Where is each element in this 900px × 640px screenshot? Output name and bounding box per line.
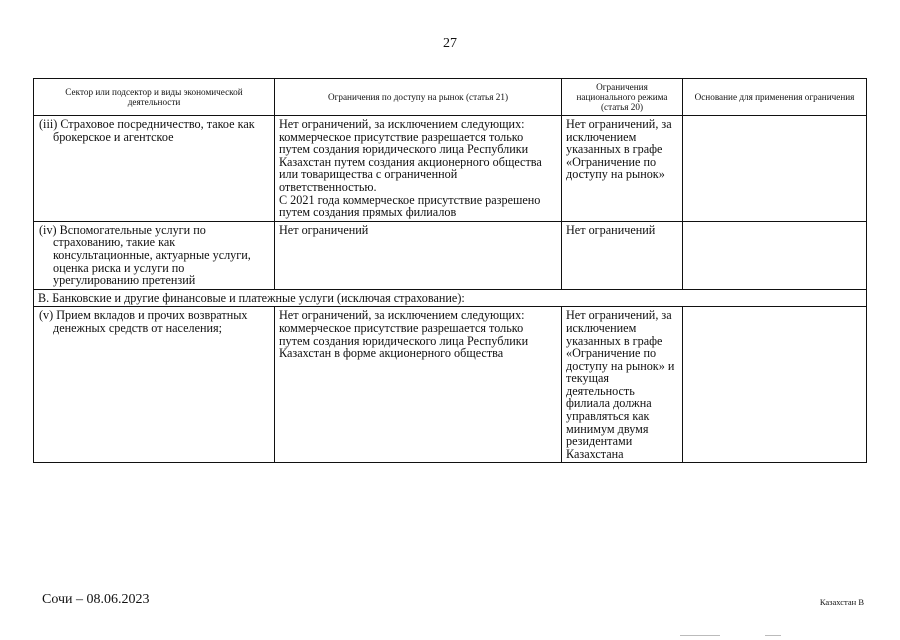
commitments-table — [33, 78, 867, 463]
section-heading-row — [34, 289, 867, 307]
section-heading: B. Банковские и другие финансовые и платежные услуги (исключая страхование): — [34, 289, 867, 307]
national-treatment-cell: Нет ограничений — [562, 221, 683, 289]
sector-text: (iv) Вспомогательные услуги по страхованию, такие как консультационные, актуарные услуги, оценка риска и услуги по урегулированию претензий — [39, 222, 251, 288]
header-basis: Основание для применения ограничения — [683, 79, 867, 116]
footer-country: Казахстан B — [819, 597, 864, 607]
basis-cell — [683, 221, 867, 289]
table-header-row — [34, 79, 867, 116]
market-access-text: Нет ограничений — [279, 222, 369, 237]
scan-artifact — [680, 635, 720, 636]
sector-cell — [34, 116, 275, 222]
header-sector: Сектор или подсектор и виды экономической деятельности — [34, 79, 275, 116]
national-treatment-cell: Нет ограничений, за исключением указанных в графе «Ограничение по доступу на рынок» и текущая деятельность филиала должна управляться как минимум двумя резидентами Казахстана — [562, 307, 683, 463]
header-market-access: Ограничения по доступу на рынок (статья 21) — [275, 79, 562, 116]
table-row — [34, 116, 867, 222]
market-access-cell — [275, 116, 562, 222]
basis-cell — [683, 307, 867, 463]
footer-date: Сочи – 08.06.2023 — [42, 592, 150, 607]
scan-artifact — [765, 635, 781, 636]
sector-text: (iii) Страховое посредничество, такое как брокерское и агентское — [39, 117, 255, 144]
market-access-cell — [275, 307, 562, 463]
page-number: 27 — [443, 36, 457, 51]
market-access-text: Нет ограничений, за исключением следующих: коммерческое присутствие разрешается только путем создания юридического лица Республики Казахстан путем создания акционерного общества или товарищества с ограниченной ответственностью. — [279, 117, 542, 194]
header-national-treatment: Ограничения национального режима (статья 20) — [562, 79, 683, 116]
market-access-text: Нет ограничений, за исключением следующих: коммерческое присутствие разрешается только путем создания юридического лица Республики Казахстан в форме акционерного общества — [279, 308, 529, 361]
national-treatment-cell: Нет ограничений, за исключением указанных в графе «Ограничение по доступу на рынок» — [562, 116, 683, 222]
table-row — [34, 307, 867, 463]
market-access-cell — [275, 221, 562, 289]
sector-cell — [34, 221, 275, 289]
basis-cell — [683, 116, 867, 222]
market-access-text: С 2021 года коммерческое присутствие разрешено путем создания прямых филиалов — [279, 192, 541, 220]
table-row — [34, 221, 867, 289]
sector-text: (v) Прием вкладов и прочих возвратных денежных средств от населения; — [39, 308, 248, 335]
sector-cell — [34, 307, 275, 463]
